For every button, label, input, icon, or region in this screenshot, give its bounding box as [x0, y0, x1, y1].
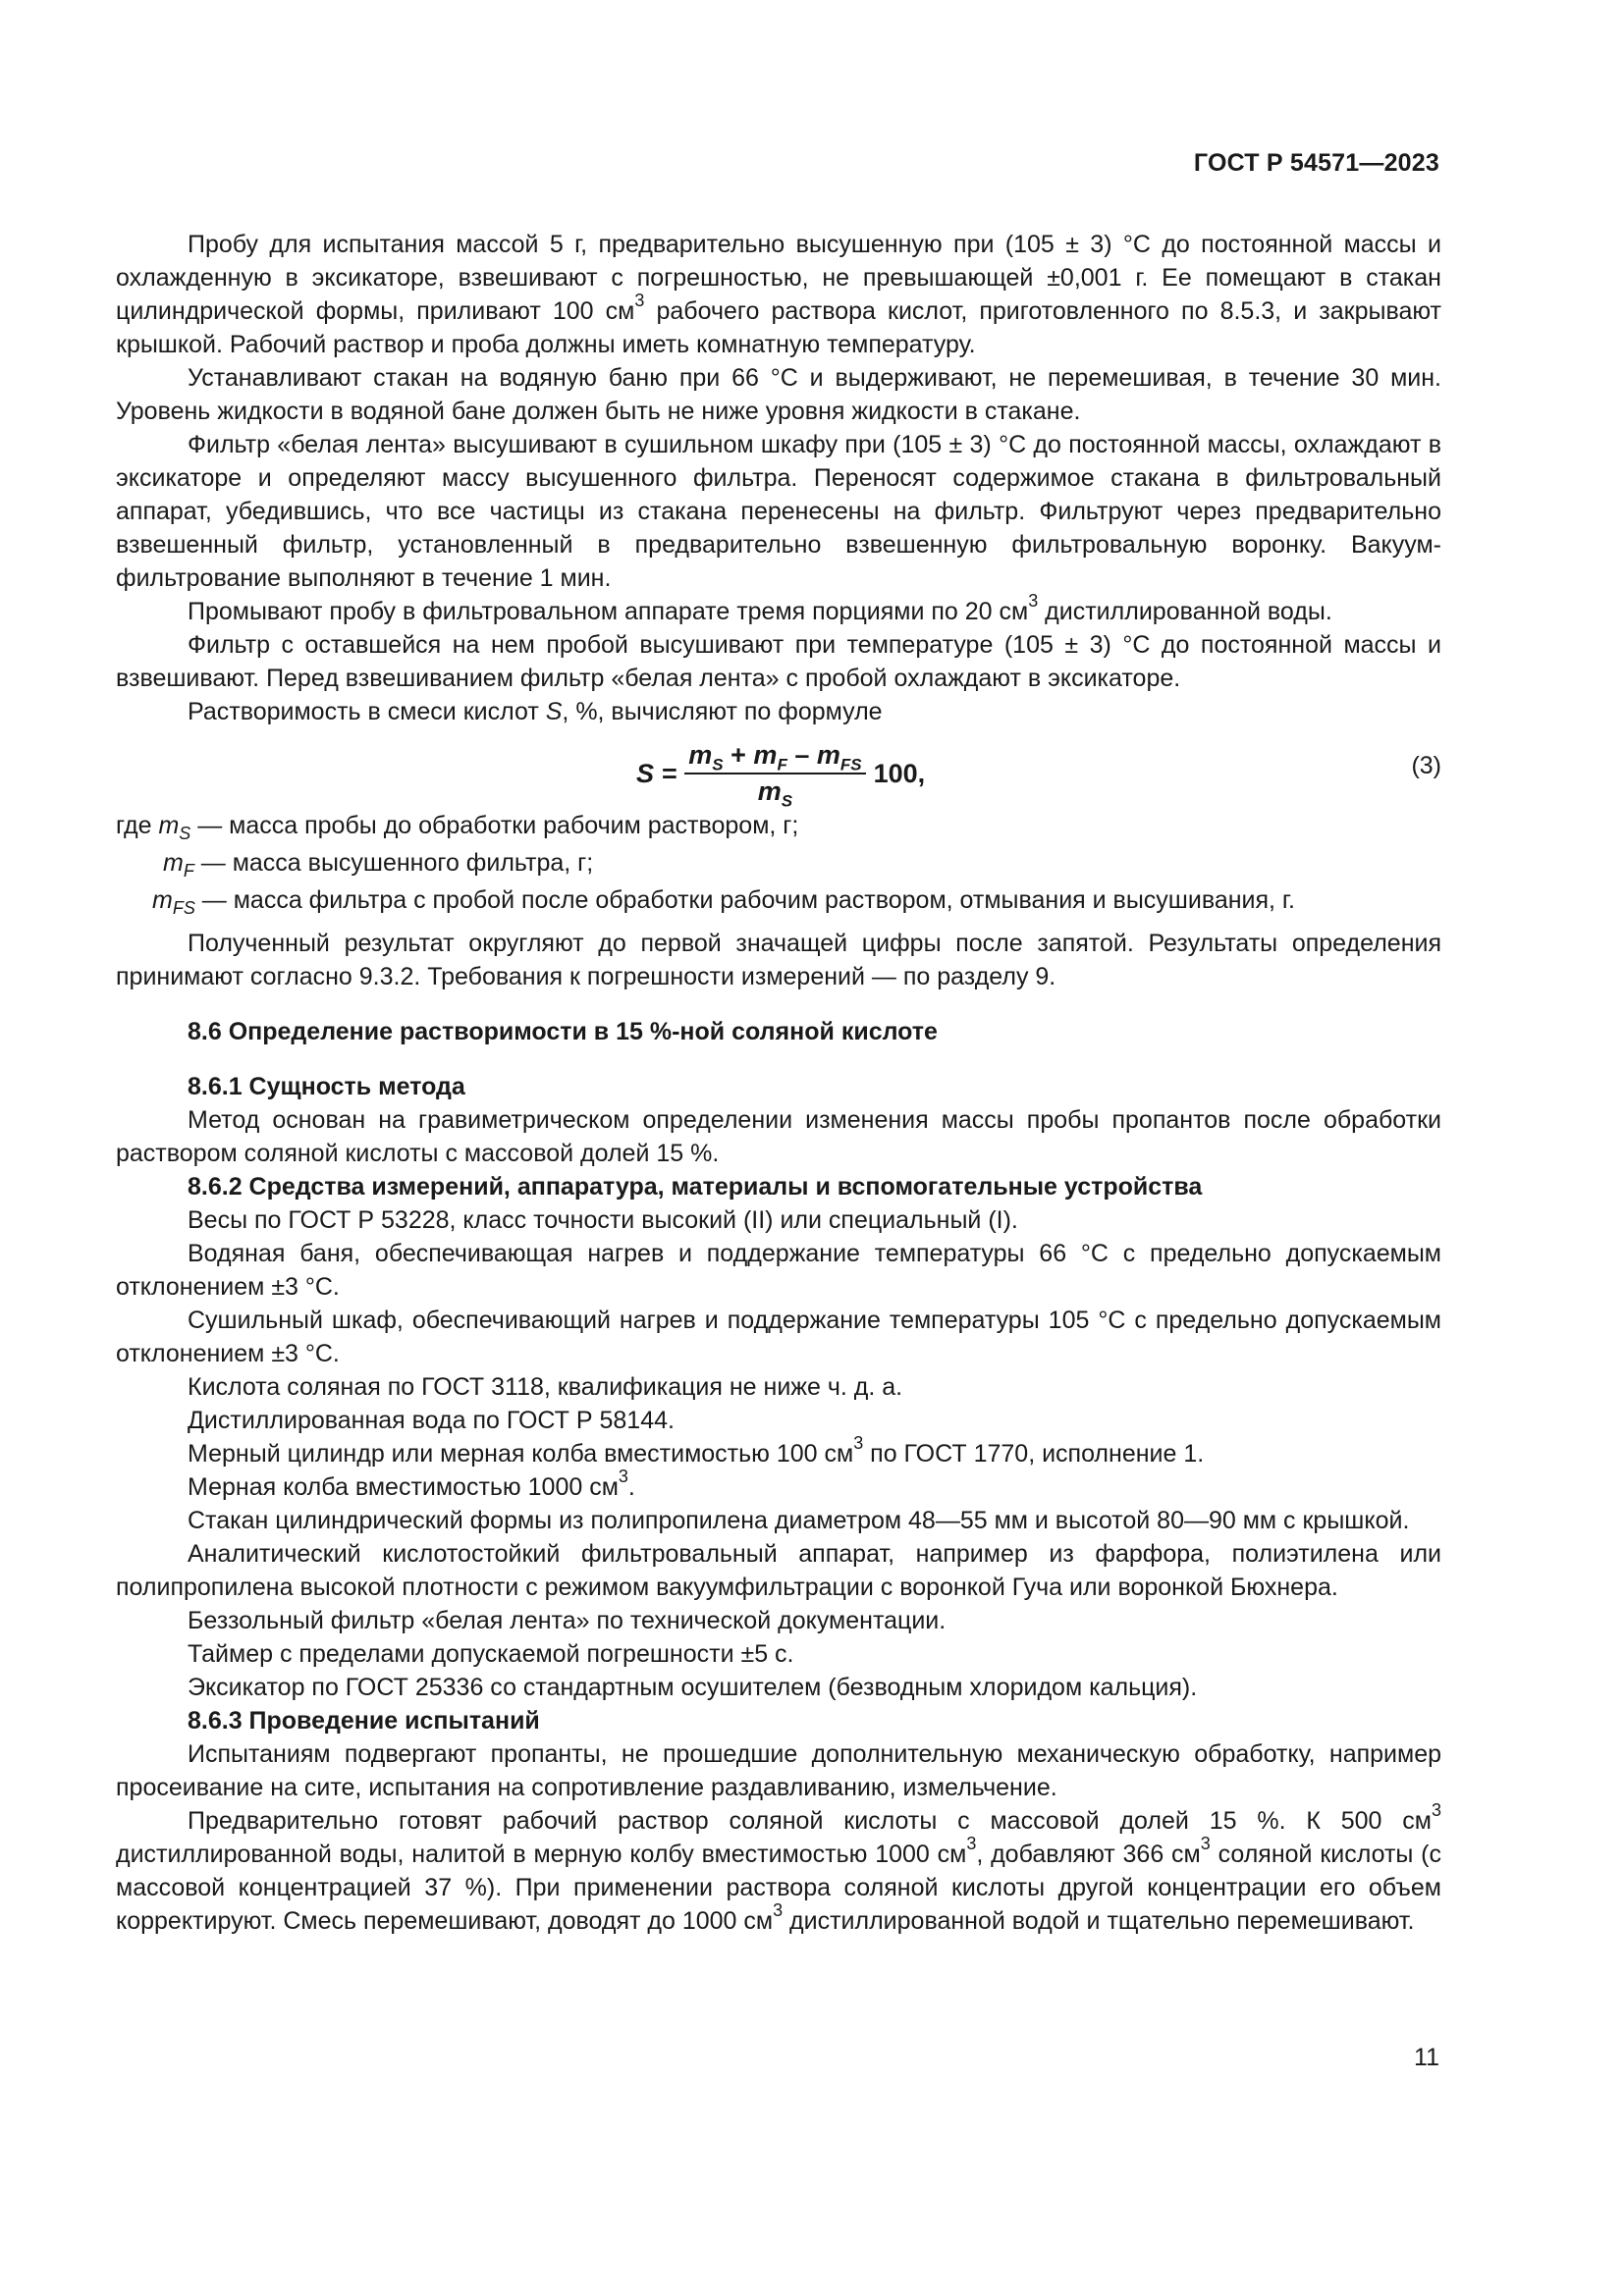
paragraph-result-rounding: Полученный результат округляют до первой значащей цифры после запятой. Результаты определения принимают согласно 9.3.2. Требования к погрешности измерений — по разделу 9. [116, 930, 1441, 990]
paragraph-rinse: Промывают пробу в фильтровальном аппарате тремя порциями по 20 $см^3$ дистиллированной воды. [188, 590, 1332, 625]
where-line-mf: $m_F$ — масса высушенного фильтра, г; [163, 849, 594, 881]
section-8-6-title: 8.6 Определение растворимости в 15 %-ной соляной кислоте [188, 1018, 938, 1045]
equipment-item: Эксикатор по ГОСТ 25336 со стандартным осушителем (безводным хлоридом кальция). [188, 1674, 1198, 1701]
formula-number: (3) [1411, 752, 1441, 779]
paragraph-sample-prep: Пробу для испытания массой 5 г, предварительно высушенную при (105 ± 3) °С до постоянной массы и охлажденную в эксикаторе, взвешивают с погрешностью, не превышающей ±0,001 г. Ее помещают в стакан цилиндрической формы, приливают 100 $см^3$ рабочего раствора кислот, приготовленного по 8.5.3, и закрывают крышкой. Рабочий раствор и проба должны иметь комнатную температуру. [116, 231, 1441, 358]
equipment-item: Беззольный фильтр «белая лента» по технической документации. [188, 1607, 947, 1634]
formula-block [116, 734, 1441, 811]
equipment-item: Мерная колба вместимостью 1000 $см^3$. [188, 1466, 635, 1501]
section-8-6-3-title: 8.6.3 Проведение испытаний [188, 1707, 540, 1735]
paragraph-method-essence: Метод основан на гравиметрическом определении изменения массы пробы пропантов после обработки раствором соляной кислоты с массовой долей 15 %. [116, 1106, 1441, 1167]
paragraph-test-samples: Испытаниям подвергают пропанты, не прошедшие дополнительную механическую обработку, например просеивание на сите, испытания на сопротивление раздавливанию, измельчение. [116, 1740, 1441, 1801]
where-line-mfs: $m_{FS}$ — масса фильтра с пробой после обработки рабочим раствором, отмывания и высушивания, г. [152, 886, 1295, 918]
equipment-item: Водяная баня, обеспечивающая нагрев и поддержание температуры 66 °С с предельно допускаемым отклонением ±3 °С. [116, 1240, 1441, 1301]
equipment-item: Весы по ГОСТ Р 53228, класс точности высокий (II) или специальный (I). [188, 1206, 1018, 1234]
equipment-item: Дистиллированная вода по ГОСТ Р 58144. [188, 1407, 675, 1434]
solubility-formula: S = $\frac{m_S + m_F - m_{FS}}{m_S}$ 100, [636, 740, 926, 811]
formula-denominator: $m_S$ [757, 776, 793, 811]
where-line-ms: где $m_S$ — масса пробы до обработки рабочим раствором, г; [116, 812, 799, 843]
equipment-item: Аналитический кислотостойкий фильтровальный аппарат, например из фарфора, полиэтилена или полипропилена высокой плотности с режимом вакуумфильтрации с воронкой Гуча или воронкой Бюхнера. [116, 1540, 1441, 1601]
equipment-item: Кислота соляная по ГОСТ 3118, квалификация не ниже ч. д. а. [188, 1373, 903, 1401]
equipment-item: Сушильный шкаф, обеспечивающий нагрев и поддержание температуры 105 °С с предельно допускаемым отклонением ±3 °С. [116, 1307, 1441, 1367]
formula-numerator: $m_S + m_F - m_{FS}$ [684, 740, 865, 774]
section-8-6-2-title: 8.6.2 Средства измерений, аппаратура, материалы и вспомогательные устройства [188, 1173, 1203, 1201]
paragraph-formula-intro: Растворимость в смеси кислот S, %, вычисляют по формуле [188, 698, 883, 725]
page-body [116, 228, 1441, 1938]
paragraph-filter: Фильтр «белая лента» высушивают в сушильном шкафу при (105 ± 3) °С до постоянной массы, охлаждают в эксикаторе и определяют массу высушенного фильтра. Переносят содержимое стакана в фильтровальный аппарат, убедившись, что все частицы из стакана перенесены на фильтр. Фильтруют через предварительно взвешенный фильтр, установленный в предварительно взвешенную фильтровальную воронку. Вакуум-фильтрование выполняют в течение 1 мин. [116, 431, 1441, 592]
document-code-header: ГОСТ Р 54571—2023 [1193, 149, 1439, 177]
paragraph-water-bath: Устанавливают стакан на водяную баню при 66 °С и выдерживают, не перемешивая, в течение 30 мин. Уровень жидкости в водяной бане должен быть не ниже уровня жидкости в стакане. [116, 364, 1441, 425]
paragraph-solution-prep: Предварительно готовят рабочий раствор соляной кислоты с массовой долей 15 %. К 500 $см^3$ дистиллированной воды, налитой в мерную колбу вместимостью 1000 $см^3$, добавляют 366 $см^3$ соляной кислоты (с массовой концентрацией 37 %). При применении раствора соляной кислоты другой концентрации его объем корректируют. Смесь перемешивают, доводят до 1000 $см^3$ дистиллированной водой и тщательно перемешивают. [116, 1799, 1441, 1935]
equipment-item: Мерный цилиндр или мерная колба вместимостью 100 $см^3$ по ГОСТ 1770, исполнение 1. [188, 1432, 1205, 1468]
equipment-item: Стакан цилиндрический формы из полипропилена диаметром 48—55 мм и высотой 80—90 мм с крышкой. [188, 1507, 1410, 1534]
section-8-6-1-title: 8.6.1 Сущность метода [188, 1073, 465, 1100]
equipment-item: Таймер с пределами допускаемой погрешности ±5 с. [188, 1640, 794, 1668]
formula-fraction [684, 740, 865, 811]
page-number: 11 [1414, 2044, 1439, 2071]
paragraph-dry-weigh: Фильтр с оставшейся на нем пробой высушивают при температуре (105 ± 3) °С до постоянной массы и взвешивают. Перед взвешиванием фильтр «белая лента» с пробой охлаждают в эксикаторе. [116, 631, 1441, 692]
